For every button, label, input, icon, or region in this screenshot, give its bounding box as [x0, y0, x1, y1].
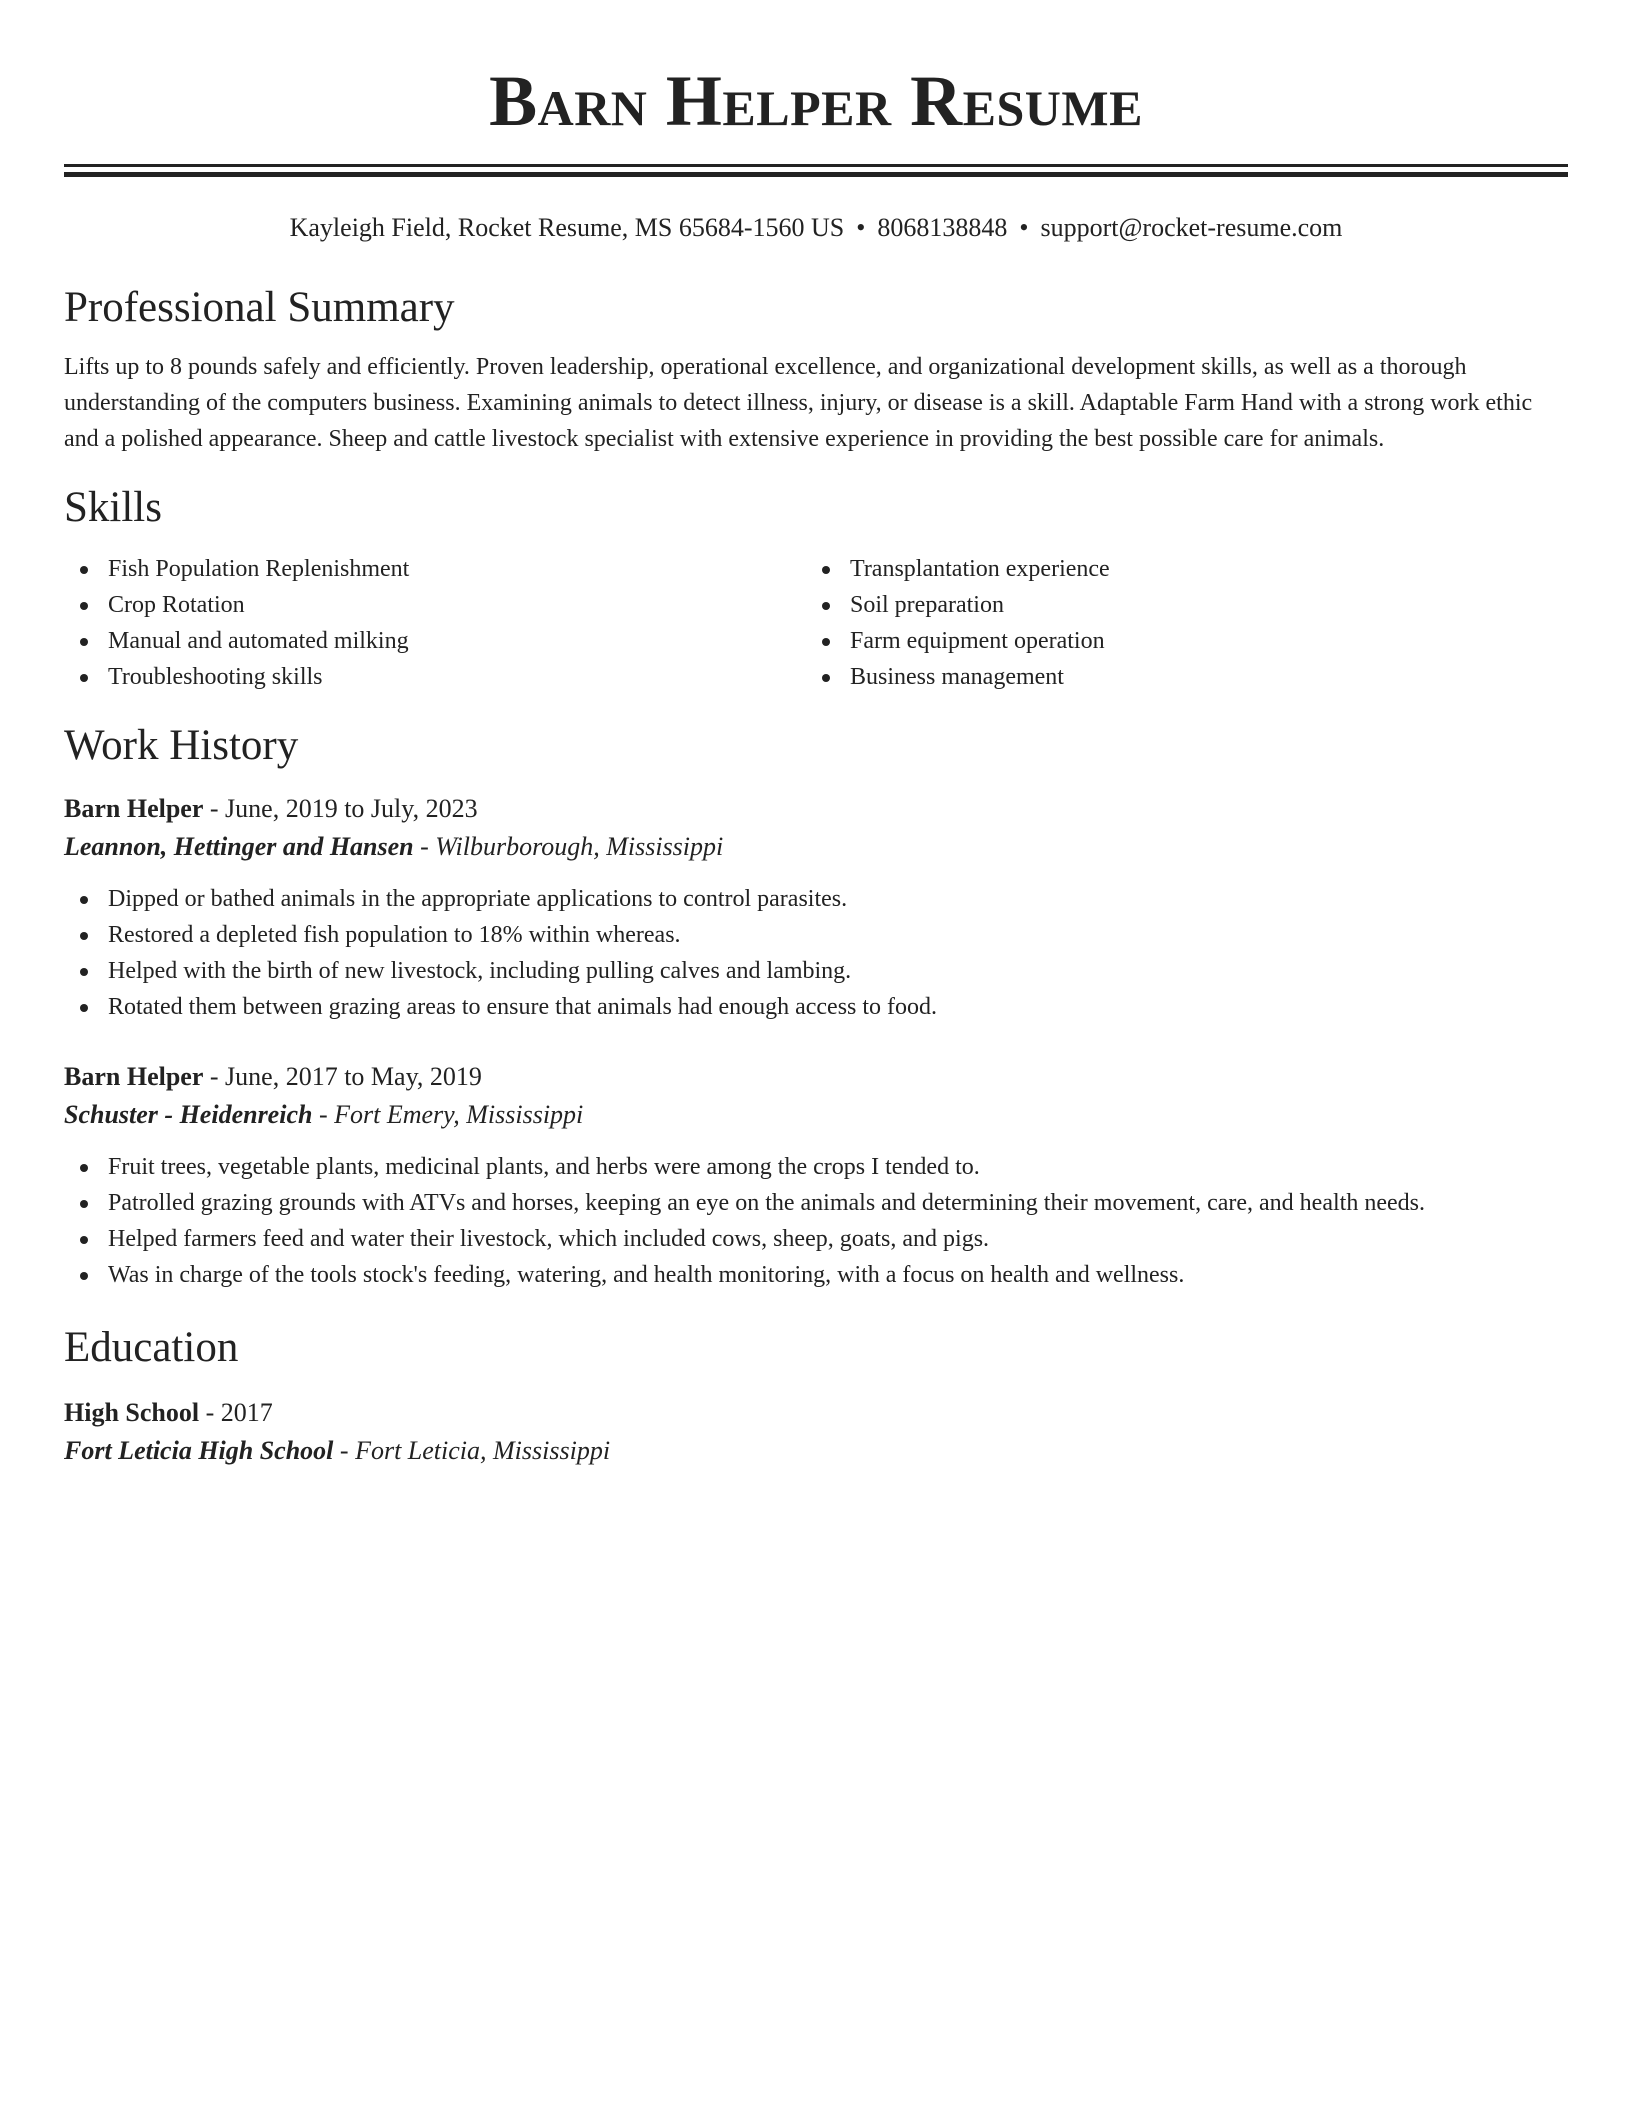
- skill-item: Fish Population Replenishment: [64, 551, 806, 587]
- skills-heading: Skills: [64, 484, 162, 531]
- skills-column-left: [64, 551, 806, 695]
- job-duty: Fruit trees, vegetable plants, medicinal plants, and herbs were among the crops I tended to.: [64, 1149, 1568, 1185]
- contact-email: support@rocket-resume.com: [1040, 213, 1343, 242]
- job-duty: Restored a depleted fish population to 18% within whereas.: [64, 917, 1568, 953]
- resume-title: Barn Helper Resume: [489, 61, 1143, 141]
- job-duty: Was in charge of the tools stock's feeding, watering, and health monitoring, with a focus on health and wellness.: [64, 1257, 1568, 1293]
- job-duties: [64, 1149, 1568, 1293]
- job-role: Barn Helper: [64, 1062, 204, 1091]
- education-school-line: [64, 1433, 1568, 1469]
- education-entry: [64, 1395, 1568, 1469]
- contact-separator: •: [856, 213, 866, 242]
- job-entry: [64, 1059, 1568, 1293]
- job-role: Barn Helper: [64, 794, 204, 823]
- job-duty: Helped with the birth of new livestock, including pulling calves and lambing.: [64, 953, 1568, 989]
- work-history-heading: Work History: [64, 722, 299, 769]
- skill-item: Soil preparation: [806, 587, 1548, 623]
- skill-item: Farm equipment operation: [806, 623, 1548, 659]
- resume-page: [64, 0, 1568, 1469]
- job-duty: Patrolled grazing grounds with ATVs and horses, keeping an eye on the animals and determining their movement, care, and health needs.: [64, 1185, 1568, 1221]
- contact-address: Kayleigh Field, Rocket Resume, MS 65684-1560 US: [289, 213, 845, 242]
- education-degree: High School: [64, 1398, 200, 1427]
- contact-separator: •: [1019, 213, 1029, 242]
- job-location: - Wilburborough, Mississippi: [413, 832, 724, 861]
- job-company-line: [64, 1097, 1568, 1133]
- title-divider-bottom: [64, 172, 1568, 177]
- job-entry: [64, 791, 1568, 1025]
- summary-heading: Professional Summary: [64, 284, 455, 331]
- job-duty: Rotated them between grazing areas to ensure that animals had enough access to food.: [64, 989, 1568, 1025]
- job-duties: [64, 881, 1568, 1025]
- job-dates: - June, 2019 to July, 2023: [203, 794, 478, 823]
- skill-item: Manual and automated milking: [64, 623, 806, 659]
- skill-item: Business management: [806, 659, 1548, 695]
- job-title-line: [64, 1059, 1568, 1095]
- education-school: Fort Leticia High School: [64, 1436, 334, 1465]
- summary-text: Lifts up to 8 pounds safely and efficiently. Proven leadership, operational excellence, and organizational development skills, as well as a thorough understanding of the computers business. Examining animals to detect illness, injury, or disease is a skill. Adaptable Farm Hand with a strong work ethic and a polished appearance. Sheep and cattle livestock specialist with extensive experience in providing the best possible care for animals.: [64, 354, 1533, 452]
- education-location: - Fort Leticia, Mississippi: [333, 1436, 611, 1465]
- skill-item: Crop Rotation: [64, 587, 806, 623]
- contact-line: [64, 211, 1568, 245]
- job-title-line: [64, 791, 1568, 827]
- skills-column-right: [806, 551, 1548, 695]
- job-company: Leannon, Hettinger and Hansen: [64, 832, 414, 861]
- job-company-line: [64, 829, 1568, 865]
- skills-list: [64, 551, 1568, 695]
- skill-item: Troubleshooting skills: [64, 659, 806, 695]
- job-dates: - June, 2017 to May, 2019: [203, 1062, 482, 1091]
- contact-phone: 8068138848: [877, 213, 1008, 242]
- education-year: - 2017: [199, 1398, 273, 1427]
- job-duty: Helped farmers feed and water their livestock, which included cows, sheep, goats, and pigs.: [64, 1221, 1568, 1257]
- skill-item: Transplantation experience: [806, 551, 1548, 587]
- title-divider-top: [64, 164, 1568, 167]
- education-heading: Education: [64, 1324, 239, 1371]
- job-location: - Fort Emery, Mississippi: [312, 1100, 584, 1129]
- job-duty: Dipped or bathed animals in the appropriate applications to control parasites.: [64, 881, 1568, 917]
- job-company: Schuster - Heidenreich: [64, 1100, 313, 1129]
- education-degree-line: [64, 1395, 1568, 1431]
